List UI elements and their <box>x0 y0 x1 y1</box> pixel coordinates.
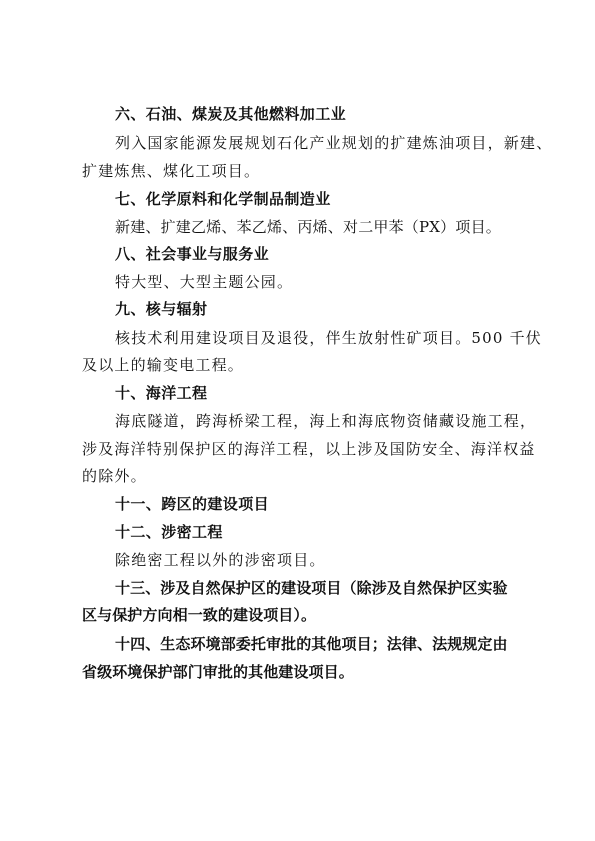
paragraph-line: 核技术利用建设项目及退役，伴生放射性矿项目。500 千伏 <box>115 329 543 347</box>
section-heading-continuation: 区与保护方向相一致的建设项目）。 <box>82 606 317 624</box>
section-heading: 十四、生态环境部委托审批的其他项目；法律、法规规定由 <box>115 635 508 653</box>
section-heading: 七、化学原料和化学制品制造业 <box>115 190 331 208</box>
paragraph-line: 及以上的输变电工程。 <box>82 356 245 374</box>
section-heading-continuation: 省级环境保护部门审批的其他建设项目。 <box>82 663 354 681</box>
section-heading: 十三、涉及自然保护区的建设项目（除涉及自然保护区实验 <box>115 579 508 597</box>
paragraph-line: 特大型、大型主题公园。 <box>115 273 294 291</box>
section-heading: 十二、涉密工程 <box>115 523 223 541</box>
section-heading: 十一、跨区的建设项目 <box>115 495 270 513</box>
section-heading: 六、石油、煤炭及其他燃料加工业 <box>115 105 347 123</box>
paragraph-line: 列入国家能源发展规划石化产业规划的扩建炼油项目，新建、 <box>115 134 553 152</box>
paragraph-line: 海底隧道，跨海桥梁工程，海上和海底物资储藏设施工程， <box>115 412 537 430</box>
paragraph-line: 扩建炼焦、煤化工项目。 <box>82 162 261 180</box>
paragraph-line: 新建、扩建乙烯、苯乙烯、丙烯、对二甲苯（PX）项目。 <box>115 218 501 236</box>
paragraph-line: 的除外。 <box>82 467 147 485</box>
section-heading: 九、核与辐射 <box>115 300 208 318</box>
paragraph-line: 涉及海洋特别保护区的海洋工程，以上涉及国防安全、海洋权益 <box>82 440 536 458</box>
paragraph-line: 除绝密工程以外的涉密项目。 <box>115 551 326 569</box>
section-heading: 八、社会事业与服务业 <box>115 245 270 263</box>
section-heading: 十、海洋工程 <box>115 384 208 402</box>
